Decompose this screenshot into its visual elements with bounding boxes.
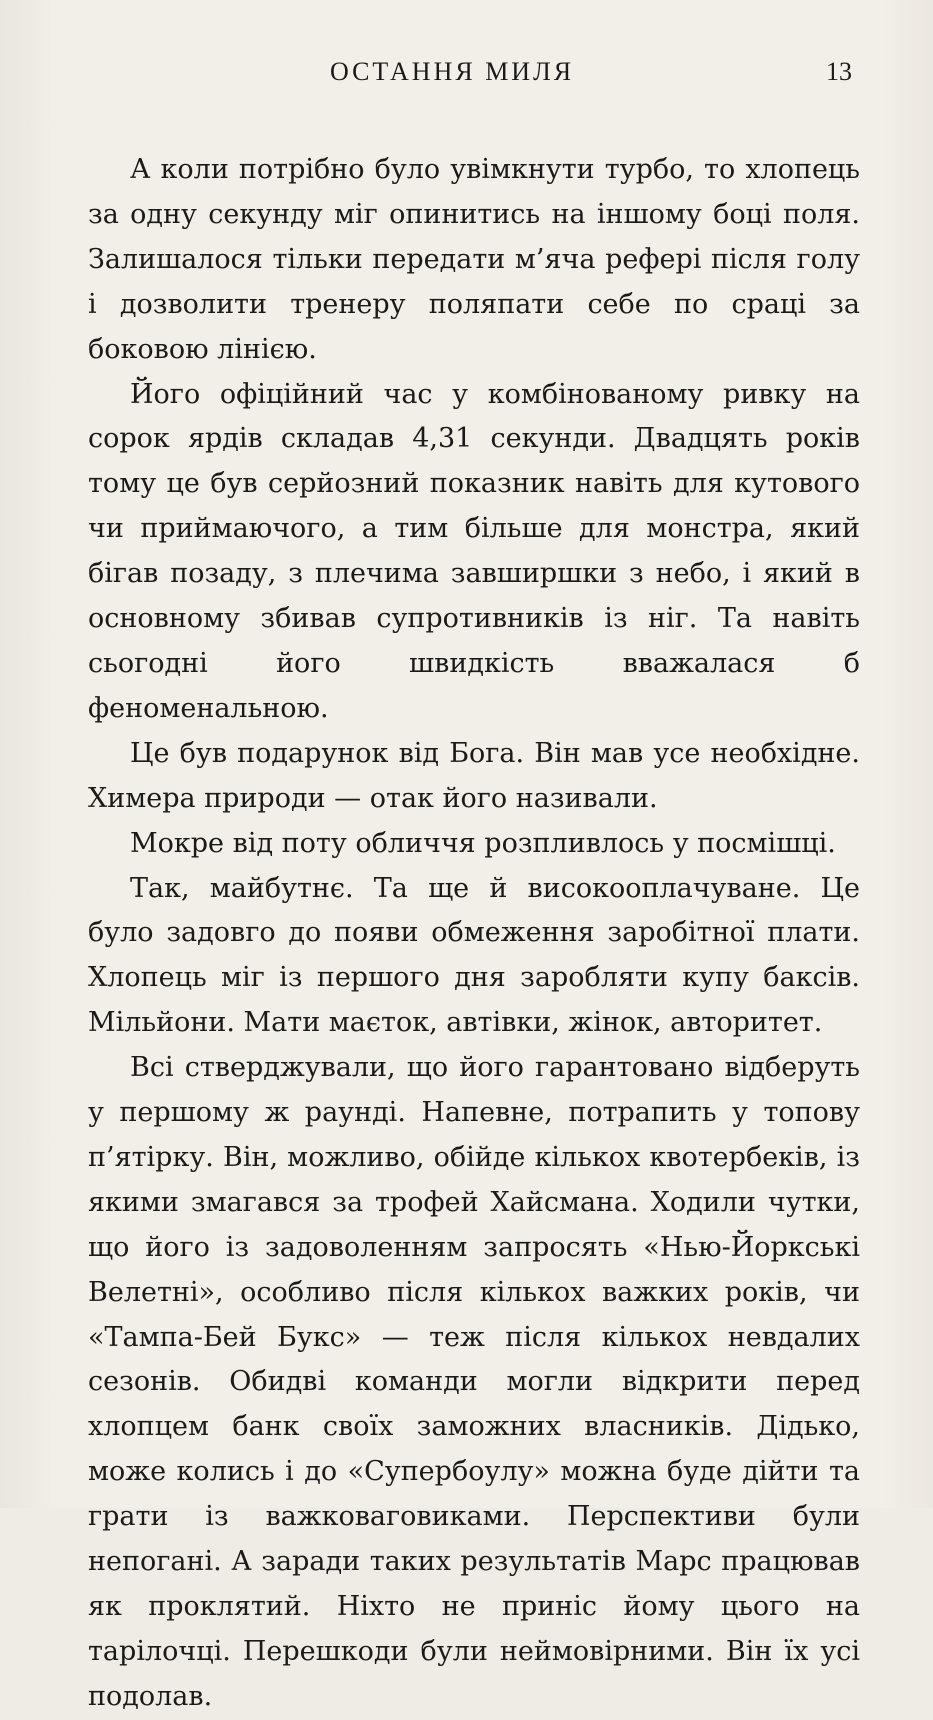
body-text xyxy=(88,148,860,1720)
paragraph-2: Його офіційний час у комбінованому ривку на сорок ярдів складав 4,31 секунди. Двадцять років тому це був серйозний показник навіть для кутового чи приймаючого, а тим більше для монстра, який бігав позаду, з плечима завширшки з небо, і який в основному збивав супротивників із ніг. Та навіть сьогодні його швидкість вважалася б феноменальною. xyxy=(88,378,860,724)
paragraph-6: Всі стверджували, що його гарантовано відберуть у першому ж раунді. Напевне, потрапить у топову п’ятірку. Він, можливо, обійде кількох квотербеків, із якими змагався за трофей Хайсмана. Ходили чутки, що його із задоволенням запросять «Нью-Йоркські Велетні», особливо після кількох важких років, чи «Тампа-Бей Букс» — теж після кількох невдалих сезонів. Обидві команди могли відкрити перед хлопцем банк своїх заможних власників. Дідько, може колись і до «Супербоулу» можна буде дійти та грати із важковаговиками. Перспективи були непогані. А заради таких результатів Марс працював як проклятий. Ніхто не приніс йому цього на тарілочці. Перешкоди були неймовірними. Він їх усі подолав. xyxy=(88,1052,860,1712)
paragraph-4: Мокре від поту обличчя розпливлось у посмішці. xyxy=(130,827,836,859)
paragraph-1: А коли потрібно було увімкнути турбо, то хлопець за одну секунду міг опинитись на іншому боці поля. Залишалося тільки передати м’яча рефері після голу і дозволити тренеру поляпати себе по сраці за боковою лінією. xyxy=(88,154,860,365)
running-title: ОСТАННЯ МИЛЯ xyxy=(330,57,575,86)
paragraph-5: Так, майбутнє. Та ще й високооплачуване. Це було задовго до появи обмеження заробітної плати. Хлопець міг із першого дня заробляти купу баксів. Мільйони. Мати маєток, автівки, жінок, авторитет. xyxy=(88,872,860,1039)
running-head xyxy=(0,52,933,96)
page-number: 13 xyxy=(826,57,852,86)
paragraph-3: Це був подарунок від Бога. Він мав усе необхідне. Химера природи — отак його називали. xyxy=(88,737,860,814)
